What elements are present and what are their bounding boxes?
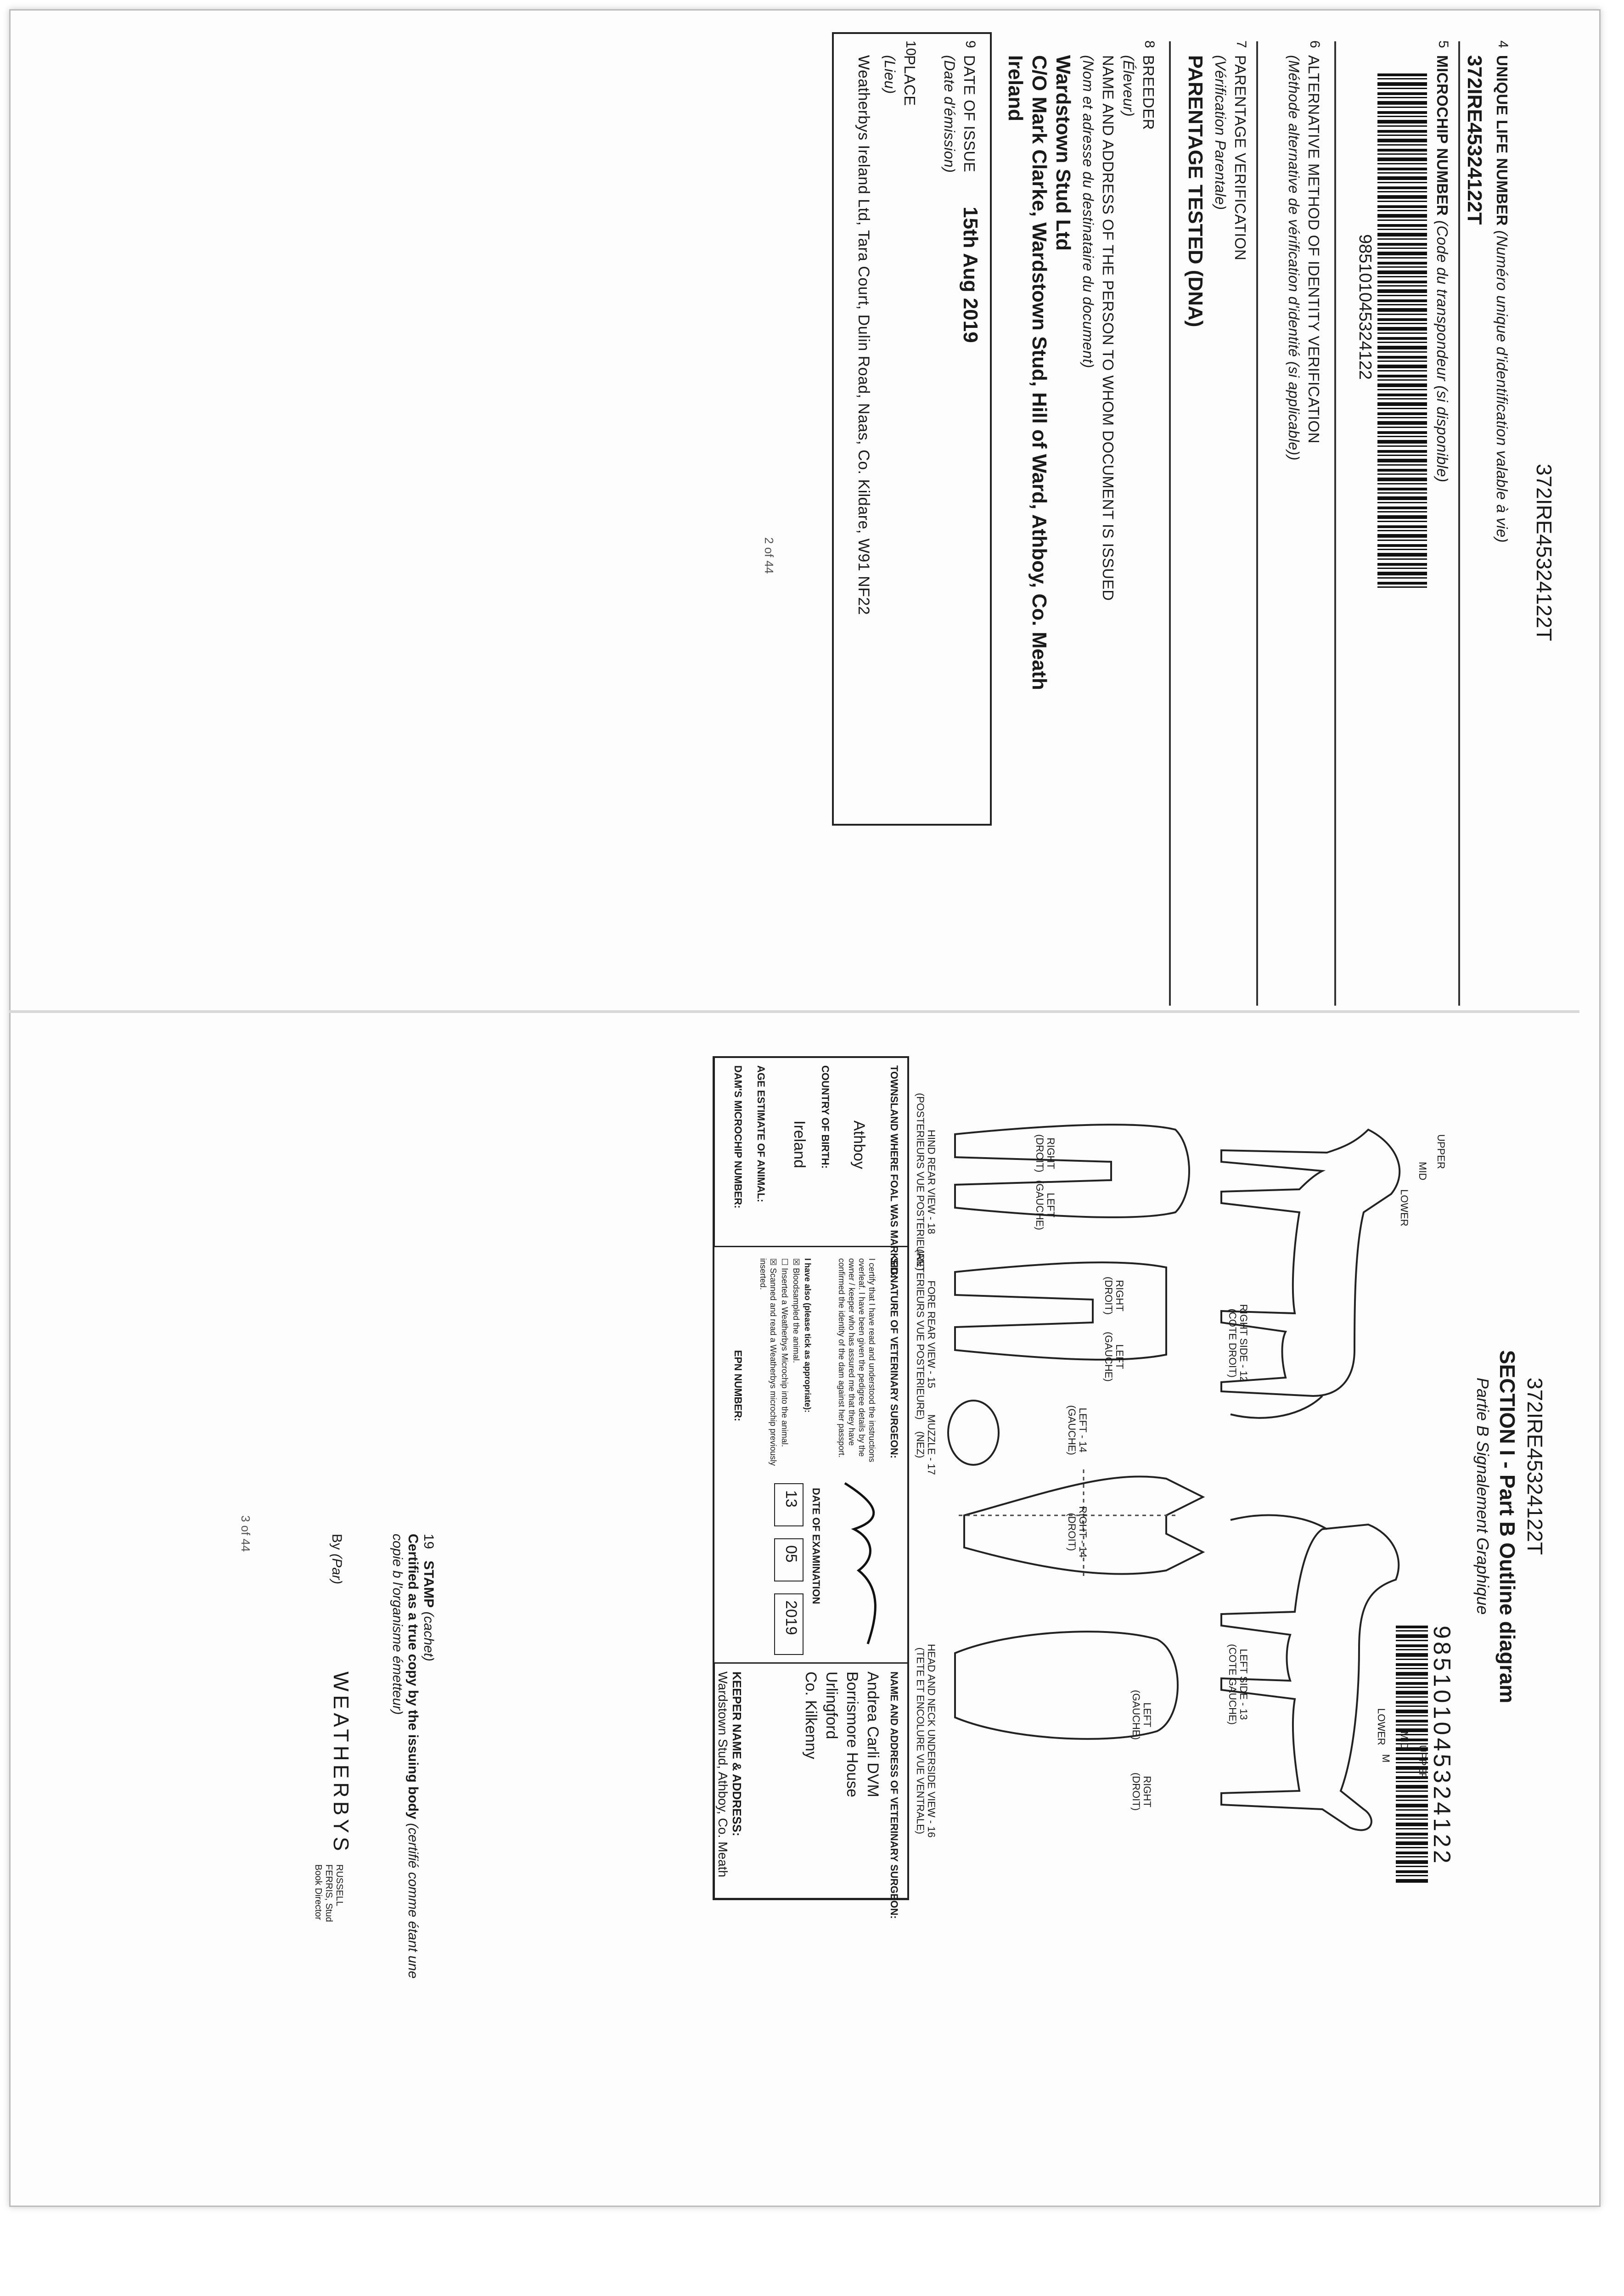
diagram-microchip-number: 985101045324122 <box>1428 1626 1455 1866</box>
caption-hind-rear: HIND REAR VIEW - 18 (POSTERIEURS VUE POSTERIEURE) <box>915 1093 937 1271</box>
parentage-value: PARENTAGE TESTED (DNA) <box>1184 55 1207 327</box>
microchip-number-value: 985101045324122 <box>1355 234 1375 380</box>
caption-head-neck: HEAD AND NECK UNDERSIDE VIEW - 16 (TETE ET ENCOLURE VUE VENTRALE) <box>915 1644 937 1838</box>
caption-muzzle: MUZZLE - 17 (NEZ) <box>915 1414 937 1475</box>
option-inserted-chip: ☐ Inserted a Weatherbys Microchip into the animal. <box>780 1258 789 1447</box>
breeder-address: C/O Mark Clarke, Wardstown Stud, Hill of Ward, Athboy, Co. Meath <box>1028 55 1051 690</box>
townsland-value: Athboy <box>850 1120 868 1169</box>
divider <box>1256 41 1258 1006</box>
label-upper: UPPER <box>1435 1134 1447 1169</box>
exam-month: 05 <box>782 1545 800 1563</box>
epn-label: EPN NUMBER: <box>732 1350 744 1422</box>
caption-fore-left: LEFT (GAUCHE) <box>1103 1332 1125 1382</box>
page-number: 3 of 44 <box>239 1515 253 1552</box>
divider <box>1334 41 1336 1006</box>
date-of-issue-value: 15th Aug 2019 <box>959 207 982 343</box>
book-spine <box>9 1010 1579 1013</box>
caption-fore-right: RIGHT (DROIT) <box>1103 1277 1125 1315</box>
certify-text: I certify that I have read and understood the instructions overleaf. I have been given the pedigree details by the owner / keeper who has assured me that they have confirmed the identity of the dam against her passport. <box>837 1258 877 1463</box>
section-subtitle: Partie B Signalement Graphique <box>1473 1378 1492 1615</box>
vet-line-1: Andrea Carli DVM <box>864 1671 882 1797</box>
page-header-id: 372IRE45324122T <box>1523 1378 1547 1555</box>
breeder-country: Ireland <box>1004 55 1027 122</box>
keeper-value: Wardstown Stud, Athboy, Co. Meath <box>716 1671 730 1878</box>
stamp-by: By (Par) <box>329 1534 344 1585</box>
signatory: RUSSELL FERRIS, Stud Book Director <box>313 1864 344 1922</box>
passport-page-3: 372IRE45324122T SECTION I - Part B Outline diagram Partie B Signalement Graphique 985101045324122 RIGHT SIDE - 12 (COTE DROIT) LEFT SIDE - 13 (COTE GAUCHE) HIND REAR VIEW - 18 (POSTERIEURS VUE POSTERIEURE) FORE REAR VIEW - 15 (ANTERIEURS VUE POSTERIEURE) MUZZLE - 17 (NEZ) HEAD AND NECK UNDERSIDE VIEW - 16 (TETE ET ENCOLURE VUE VENTRALE) RIGHT - 14 (DROIT) LEFT - 14 (GAUCHE) RIGHT (DROIT) LEFT (GAUCHE) RIGHT (DROIT) LEFT (GAUCHE) LEFT (GAUCHE) RIGHT (DROIT) UPPER MID LOWER UPPER MID LOWER M TOWNSLAND WHERE FOAL WAS MARKED: Athboy COUNTRY OF BIRTH: Ireland AGE ESTIMATE OF ANIMAL: SIGNATURE OF VETERINARY SURGEON: I certify that I have read and understood the instructions overleaf. I have been given the pedigree details by the owner / keeper who has assured me that they have confirmed the identity of the dam against her passport. I have also (please tick as appropriate): ☒ Bloodsampled the animal. ☐ Inserted a Weatherbys Microchip into the animal. ☒ Scanned and read a Weatherbys microchip previously inserted. DATE OF EXAMINATION 13 05 2019 NAME AND ADDRESS OF VETERINARY SURGEON: Andrea Carli DVM Borrismore House Urlingford Co. Kilkenny DAM'S MICROCHIP NUMBER: EPN NUMBER: KEEPER NAME & ADDRESS: Wardstown Stud, Athboy, Co. Meath 19 STAMP (cachet) Certified as a true copy by the issuing body (certifié comme étant une copie b l'organisme émetteur) By (Par) WEATHERBYS RUSSELL FERRIS, Stud Book Director 3 of 44 <box>188 1029 1566 1929</box>
label-mid: MID <box>1417 1162 1428 1181</box>
option-scanned-chip: ☒ Scanned and read a Weatherbys microchip previously inserted. <box>759 1258 778 1466</box>
country-value: Ireland <box>791 1120 808 1168</box>
caption-fore-rear: FORE REAR VIEW - 15 (ANTERIEURS VUE POSTERIEURE) <box>915 1249 937 1420</box>
label-lower: LOWER <box>1376 1708 1387 1745</box>
weatherbys-logo: WEATHERBYS <box>329 1671 353 1855</box>
section-title: SECTION I - Part B Outline diagram <box>1495 1350 1519 1704</box>
caption-head-right: RIGHT - 14 (DROIT) <box>1066 1506 1089 1558</box>
microchip-barcode <box>1377 73 1427 588</box>
vet-label: NAME AND ADDRESS OF VETERINARY SURGEON: <box>888 1671 900 1919</box>
exam-year: 2019 <box>782 1600 800 1635</box>
unique-life-number-value: 372IRE45324122T <box>1463 55 1486 225</box>
vet-line-4: Co. Kilkenny <box>802 1671 820 1759</box>
townsland-label: TOWNSLAND WHERE FOAL WAS MARKED: <box>888 1065 900 1278</box>
date-of-examination-label: DATE OF EXAMINATION <box>810 1488 822 1604</box>
page-header-id: 372IRE45324122T <box>1532 464 1556 642</box>
keeper-label: KEEPER NAME & ADDRESS: <box>730 1671 744 1836</box>
muzzle-outline <box>948 1401 999 1465</box>
fore-rear-view-outline <box>955 1262 1166 1360</box>
label-lower: LOWER <box>1399 1189 1410 1227</box>
option-bloodsampled: ☒ Bloodsampled the animal. <box>792 1258 801 1363</box>
dam-microchip-label: DAM'S MICROCHIP NUMBER: <box>732 1065 744 1209</box>
caption-right-side: RIGHT SIDE - 12 (COTE DROIT) <box>1227 1304 1249 1382</box>
age-label: AGE ESTIMATE OF ANIMAL: <box>755 1065 767 1203</box>
passport-page-2: 372IRE45324122T 4 UNIQUE LIFE NUMBER (Numéro unique d'identification valable à vie) 372IRE45324122T 5 MICROCHIP NUMBER (Code du transpondeur (si disponible) 985101045324122 6 ALTERNATIVE METHOD OF IDENTITY VERIFICATION (Méthode alternative de vérification d'identité (si applicable)) 7 PARENTAGE VERIFICATION (Vérification Parentale) PARENTAGE TESTED (DNA) 8 BREEDER (Éleveur) NAME AND ADDRESS OF THE PERSON TO WHOM DOCUMENT IS ISSUED (Nom et adresse du destinataire du document) Wardstown Stud Ltd C/O Mark Clarke, Wardstown Stud, Hill of Ward, Athboy, Co. Meath Ireland 9 DATE OF ISSUE 15th Aug 2019 (Date d'émission) 10 PLACE (Lieu) Weatherbys Ireland Ltd, Tara Court, Dulin Road, Naas, Co. Kildare, W91 NF22 2 of 44 <box>188 41 1566 1006</box>
page-number: 2 of 44 <box>762 537 776 574</box>
caption-hind-right: RIGHT (DROIT) <box>1034 1134 1056 1173</box>
vet-line-3: Urlingford <box>823 1671 840 1739</box>
hind-rear-view-outline <box>955 1125 1189 1217</box>
label-mid: MID <box>1399 1731 1410 1750</box>
vet-signature <box>836 1479 891 1653</box>
country-label: COUNTRY OF BIRTH: <box>820 1065 831 1169</box>
divider <box>1458 41 1460 1006</box>
caption-neck-left: LEFT (GAUCHE) <box>1130 1690 1153 1740</box>
label-m: M <box>1380 1754 1392 1763</box>
caption-neck-right: RIGHT (DROIT) <box>1130 1773 1153 1811</box>
caption-head-left: LEFT - 14 (GAUCHE) <box>1066 1405 1089 1455</box>
breeder-name: Wardstown Stud Ltd <box>1052 55 1074 251</box>
caption-hind-left: LEFT (GAUCHE) <box>1034 1180 1056 1230</box>
vet-line-2: Borrismore House <box>843 1671 861 1797</box>
signature-label: SIGNATURE OF VETERINARY SURGEON: <box>888 1258 900 1458</box>
divider <box>1169 41 1171 1006</box>
place-value: Weatherbys Ireland Ltd, Tara Court, Dulin Road, Naas, Co. Kildare, W91 NF22 <box>855 55 872 615</box>
caption-left-side: LEFT SIDE - 13 (COTE GAUCHE) <box>1227 1644 1249 1725</box>
exam-day: 13 <box>782 1490 800 1508</box>
stamp-section: 19 STAMP (cachet) Certified as a true copy by the issuing body (certifié comme étant une copie b l'organisme émetteur) <box>390 1534 436 1979</box>
label-upper: UPPER <box>1417 1745 1428 1780</box>
